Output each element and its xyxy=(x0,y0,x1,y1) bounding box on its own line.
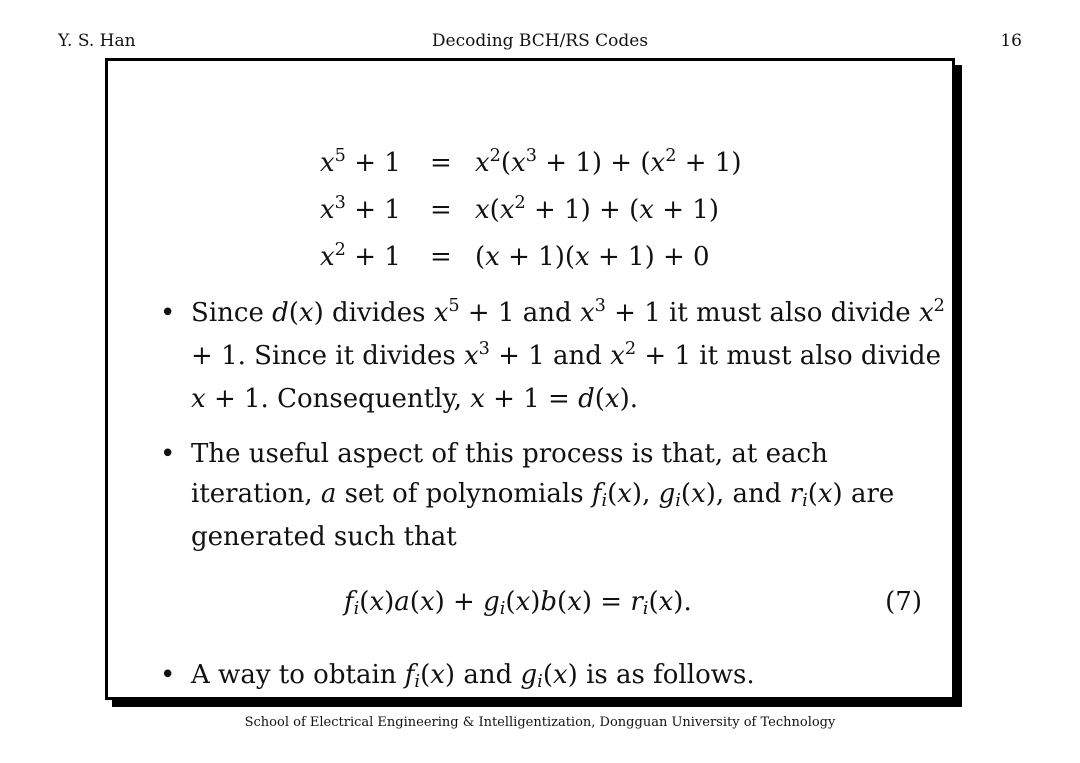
equation-rhs: (x + 1)(x + 1) + 0 xyxy=(475,242,710,272)
header-title: Decoding BCH/RS Codes xyxy=(431,31,649,51)
equation-lhs: $x^2 + 1$ xyxy=(320,240,401,272)
equals-sign: = xyxy=(430,195,452,225)
equation-lhs: $x^3 + 1$ xyxy=(320,193,401,225)
equals-sign: = xyxy=(430,148,452,178)
equation-number: (7) xyxy=(885,587,922,617)
equals-sign: = xyxy=(430,242,452,272)
equation-lhs: $x^5 + 1$ xyxy=(320,146,401,178)
bullet-text: Since d(x) divides $x^5 + 1$ and $x^3 + 1$ it must also divide $x^2 + 1$. Since it divides $x^3 + 1$ and $x^2 + 1$ it must also divide x + 1. Consequently, x + 1 = d(x). xyxy=(191,296,945,414)
header-author: Y. S. Han xyxy=(58,31,136,51)
bullet-dot-icon: • xyxy=(160,439,176,469)
page-number: 16 xyxy=(1000,31,1022,51)
equation-rhs: $x^2(x^3 + 1) + (x^2 + 1)$ xyxy=(475,146,742,178)
footer-text: School of Electrical Engineering & Intelligentization, Dongguan University of Technology xyxy=(244,715,836,730)
bullet-dot-icon: • xyxy=(160,660,176,690)
bullet-text: The useful aspect of this process is that, at each iteration, a set of polynomials $f_i(x)$, $g_i(x)$, and $r_i(x)$ are generated such that xyxy=(191,439,895,552)
equation-rhs: $x(x^2 + 1) + (x + 1)$ xyxy=(475,193,719,225)
bullet-dot-icon: • xyxy=(160,298,176,328)
bullet-text: A way to obtain $f_i(x)$ and $g_i(x)$ is as follows. xyxy=(191,660,755,693)
display-equation: $f_i(x)a(x) + g_i(x)b(x) = r_i(x)$. xyxy=(344,587,692,620)
slide-frame xyxy=(105,58,955,700)
